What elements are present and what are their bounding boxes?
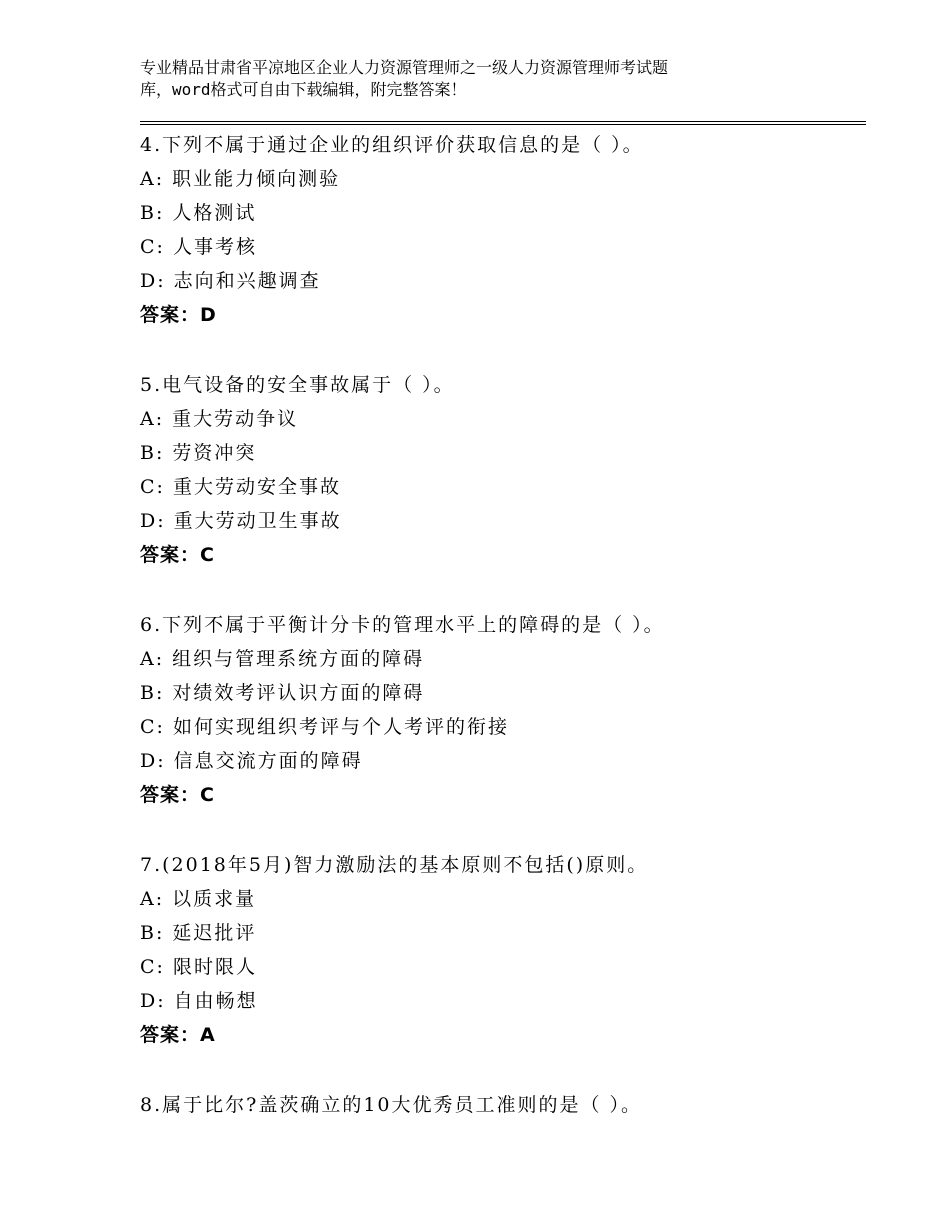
option-b: B: 对绩效考评认识方面的障碍 xyxy=(140,682,425,704)
option-c: C: 重大劳动安全事故 xyxy=(140,476,341,498)
option-d: D: 信息交流方面的障碍 xyxy=(140,750,363,772)
header-line-1: 专业精品甘肃省平凉地区企业人力资源管理师之一级人力资源管理师考试题 xyxy=(140,58,669,77)
answer-text: 答案：C xyxy=(140,784,215,806)
question-item xyxy=(140,1088,860,1122)
option-b: B: 延迟批评 xyxy=(140,922,257,944)
header-line-2: 库，word格式可自由下载编辑，附完整答案！ xyxy=(140,80,467,99)
question-text: 6.下列不属于平衡计分卡的管理水平上的障碍的是（ ）。 xyxy=(140,614,665,636)
question-list xyxy=(140,128,860,1158)
question-text: 4.下列不属于通过企业的组织评价获取信息的是（ ）。 xyxy=(140,134,644,156)
option-c: C: 人事考核 xyxy=(140,236,257,258)
option-b: B: 人格测试 xyxy=(140,202,257,224)
option-a: A: 重大劳动争议 xyxy=(140,408,299,430)
document-header xyxy=(140,57,840,101)
answer-text: 答案：C xyxy=(140,544,215,566)
question-item xyxy=(140,608,860,812)
answer-text: 答案：A xyxy=(140,1024,216,1046)
option-a: A: 以质求量 xyxy=(140,888,257,910)
option-b: B: 劳资冲突 xyxy=(140,442,257,464)
question-text: 5.电气设备的安全事故属于（ ）。 xyxy=(140,374,455,396)
header-rule-thin xyxy=(140,124,866,125)
answer-text: 答案：D xyxy=(140,304,217,326)
question-item xyxy=(140,848,860,1052)
option-c: C: 如何实现组织考评与个人考评的衔接 xyxy=(140,716,509,738)
option-a: A: 职业能力倾向测验 xyxy=(140,168,341,190)
question-item xyxy=(140,128,860,332)
option-d: D: 志向和兴趣调查 xyxy=(140,270,321,292)
question-text: 7.(2018年5月)智力激励法的基本原则不包括()原则。 xyxy=(140,854,649,876)
question-text: 8.属于比尔?盖茨确立的10大优秀员工准则的是（ ）。 xyxy=(140,1094,643,1116)
header-rule-thick xyxy=(140,121,866,122)
option-a: A: 组织与管理系统方面的障碍 xyxy=(140,648,425,670)
question-item xyxy=(140,368,860,572)
option-c: C: 限时限人 xyxy=(140,956,257,978)
option-d: D: 重大劳动卫生事故 xyxy=(140,510,342,532)
option-d: D: 自由畅想 xyxy=(140,990,258,1012)
